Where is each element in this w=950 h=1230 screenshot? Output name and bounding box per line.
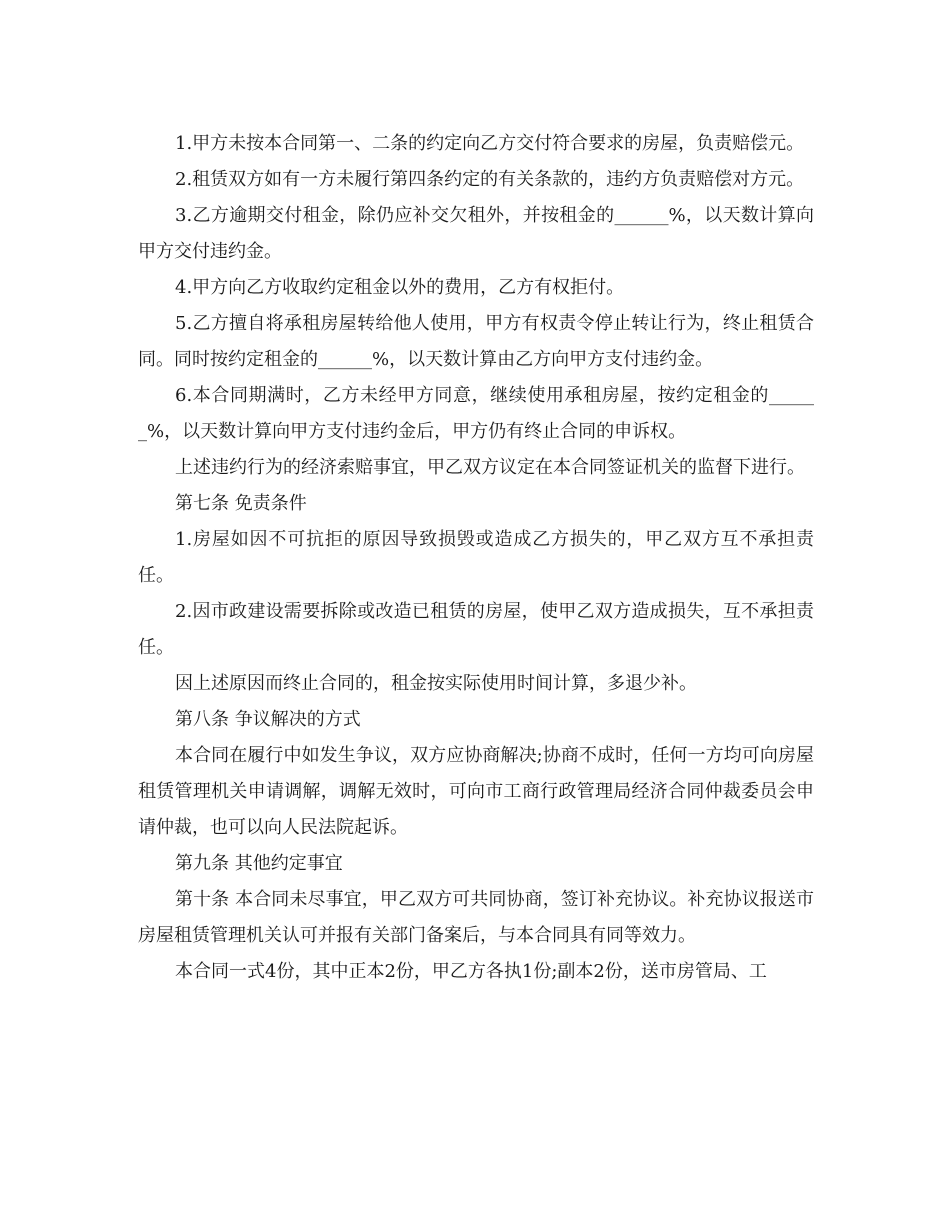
clause-paragraph: 4.甲方向乙方收取约定租金以外的费用，乙方有权拒付。 [175,277,625,298]
clause-paragraph: 上述违约行为的经济索赔事宜，甲乙双方议定在本合同签证机关的监督下进行。 [175,457,805,478]
clause-paragraph: 1.甲方未按本合同第一、二条的约定向乙方交付符合要求的房屋，负责赔偿元。 [175,133,805,154]
clause-paragraph: 3.乙方逾期交付租金，除仍应补交欠租外，并按租金的______%，以天数计算向甲方交付违约金。 [138,205,814,262]
clause-paragraph: 5.乙方擅自将承租房屋转给他人使用，甲方有权责令停止转让行为，终止租赁合同。同时按约定租金的______%，以天数计算由乙方向甲方支付违约金。 [138,313,814,370]
clause-paragraph: 因上述原因而终止合同的，租金按实际使用时间计算，多退少补。 [175,673,697,694]
section-heading: 第七条 免责条件 [175,493,307,514]
clause-paragraph: 1.房屋如因不可抗拒的原因导致损毁或造成乙方损失的，甲乙双方互不承担责任。 [138,529,814,586]
clause-paragraph: 2.租赁双方如有一方未履行第四条约定的有关条款的，违约方负责赔偿对方元。 [175,169,805,190]
clause-paragraph: 本合同在履行中如发生争议，双方应协商解决;协商不成时，任何一方均可向房屋租赁管理机关申请调解，调解无效时，可向市工商行政管理局经济合同仲裁委员会申请仲裁，也可以向人民法院起诉。 [138,745,814,838]
document-body [138,126,814,990]
clause-paragraph: 2.因市政建设需要拆除或改造已租赁的房屋，使甲乙双方造成损失，互不承担责任。 [138,601,814,658]
section-heading: 第八条 争议解决的方式 [175,709,361,730]
clause-paragraph: 第十条 本合同未尽事宜，甲乙双方可共同协商，签订补充协议。补充协议报送市房屋租赁管理机关认可并报有关部门备案后，与本合同具有同等效力。 [138,889,814,946]
clause-paragraph: 本合同一式4份，其中正本2份，甲乙方各执1份;副本2份，送市房管局、工 [175,961,767,982]
section-heading: 第九条 其他约定事宜 [175,853,343,874]
clause-paragraph: 6.本合同期满时，乙方未经甲方同意，继续使用承租房屋，按约定租金的______%，以天数计算向甲方支付违约金后，甲方仍有终止合同的申诉权。 [138,385,814,442]
